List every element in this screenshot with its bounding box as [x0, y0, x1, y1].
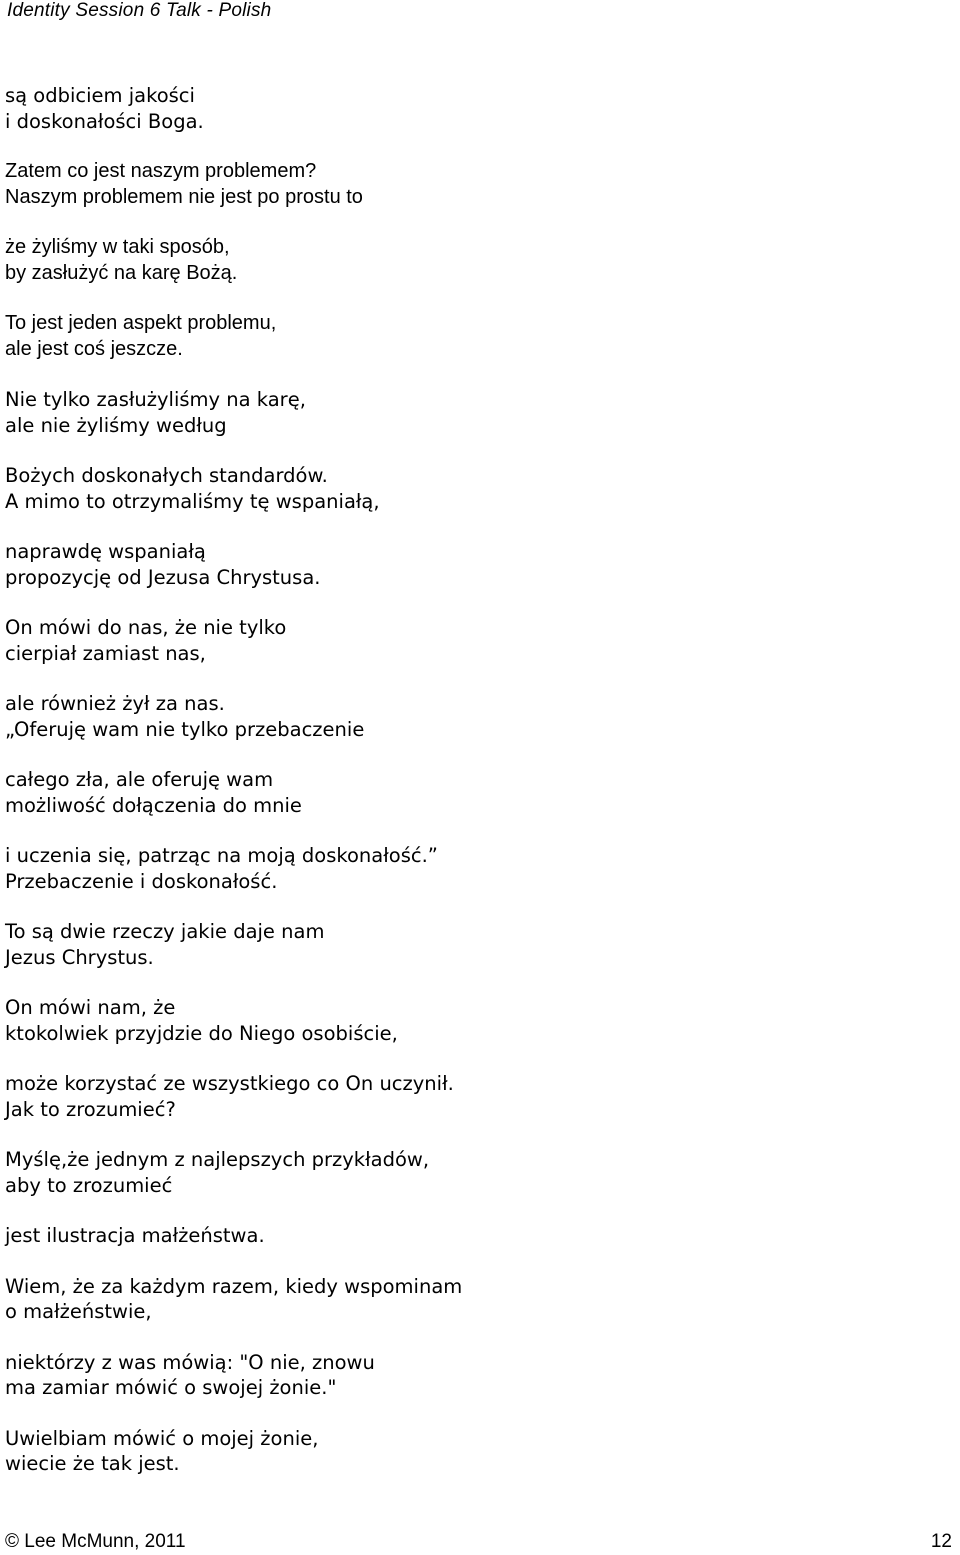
text-line: Wiem, że za każdym razem, kiedy wspominam [5, 1274, 463, 1298]
text-line: może korzystać ze wszystkiego co On uczynił. [5, 1072, 454, 1095]
text-line: są odbiciem jakości [5, 84, 195, 107]
stanza [5, 539, 905, 590]
text-line: Jak to zrozumieć? [5, 1097, 176, 1121]
stanza [5, 83, 905, 134]
text-line: To są dwie rzeczy jakie daje nam [5, 920, 325, 943]
text-line: jest ilustracja małżeństwa. [5, 1224, 265, 1247]
stanza [5, 235, 905, 286]
stanza [5, 919, 905, 970]
stanza [5, 691, 905, 742]
stanza [5, 1071, 905, 1122]
text-line: Naszym problemem nie jest po prostu to [5, 185, 363, 208]
text-line: Przebaczenie i doskonałość. [5, 869, 278, 893]
text-line: naprawdę wspaniałą [5, 540, 206, 563]
text-line: możliwość dołączenia do mnie [5, 793, 302, 817]
stanza [5, 995, 905, 1046]
text-line: cierpiał zamiast nas, [5, 641, 206, 665]
stanza [5, 387, 905, 438]
text-line: Myślę,że jednym z najlepszych przykładów, [5, 1148, 430, 1171]
text-line: aby to zrozumieć [5, 1173, 173, 1197]
stanza [5, 1274, 905, 1325]
text-line: propozycję od Jezusa Chrystusa. [5, 565, 321, 589]
text-line: ale jest coś jeszcze. [5, 337, 183, 360]
footer-copyright: © Lee McMunn, 2011 [5, 1531, 186, 1552]
text-line: Jezus Chrystus. [5, 945, 154, 969]
stanza [5, 1223, 905, 1249]
footer-page-number: 12 [930, 1531, 952, 1552]
text-line: i doskonałości Boga. [5, 109, 204, 133]
stanza [5, 463, 905, 514]
text-line: Uwielbiam mówić o mojej żonie, [5, 1426, 319, 1450]
text-line: niektórzy z was mówią: "O nie, znowu [5, 1350, 375, 1374]
stanza [5, 159, 905, 210]
text-line: i uczenia się, patrząc na moją doskonałość.” [5, 844, 438, 867]
stanza [5, 1426, 905, 1477]
text-line: ma zamiar mówić o swojej żonie." [5, 1376, 337, 1399]
stanza [5, 1350, 905, 1401]
text-line: ktokolwiek przyjdzie do Niego osobiście, [5, 1021, 398, 1045]
document-header-title: Identity Session 6 Talk - Polish [7, 0, 272, 21]
stanza [5, 615, 905, 666]
stanza [5, 311, 905, 362]
text-line: To jest jeden aspekt problemu, [5, 312, 277, 334]
text-line: wiecie że tak jest. [5, 1452, 180, 1475]
document-body [5, 83, 905, 1477]
text-line: ale nie żyliśmy według [5, 413, 227, 437]
text-line: o małżeństwie, [5, 1300, 152, 1323]
text-line: Zatem co jest naszym problemem? [5, 160, 317, 182]
text-line: On mówi do nas, że nie tylko [5, 616, 287, 639]
stanza [5, 843, 905, 894]
text-line: Nie tylko zasłużyliśmy na karę, [5, 388, 306, 411]
stanza [5, 767, 905, 818]
text-line: „Oferuję wam nie tylko przebaczenie [5, 717, 365, 741]
text-line: że żyliśmy w taki sposób, [5, 236, 230, 258]
stanza [5, 1147, 905, 1198]
text-line: ale również żył za nas. [5, 692, 225, 715]
text-line: Bożych doskonałych standardów. [5, 464, 328, 487]
text-line: by zasłużyć na karę Bożą. [5, 261, 238, 284]
text-line: całego zła, ale oferuję wam [5, 768, 274, 791]
text-line: A mimo to otrzymaliśmy tę wspaniałą, [5, 489, 380, 513]
text-line: On mówi nam, że [5, 996, 176, 1019]
